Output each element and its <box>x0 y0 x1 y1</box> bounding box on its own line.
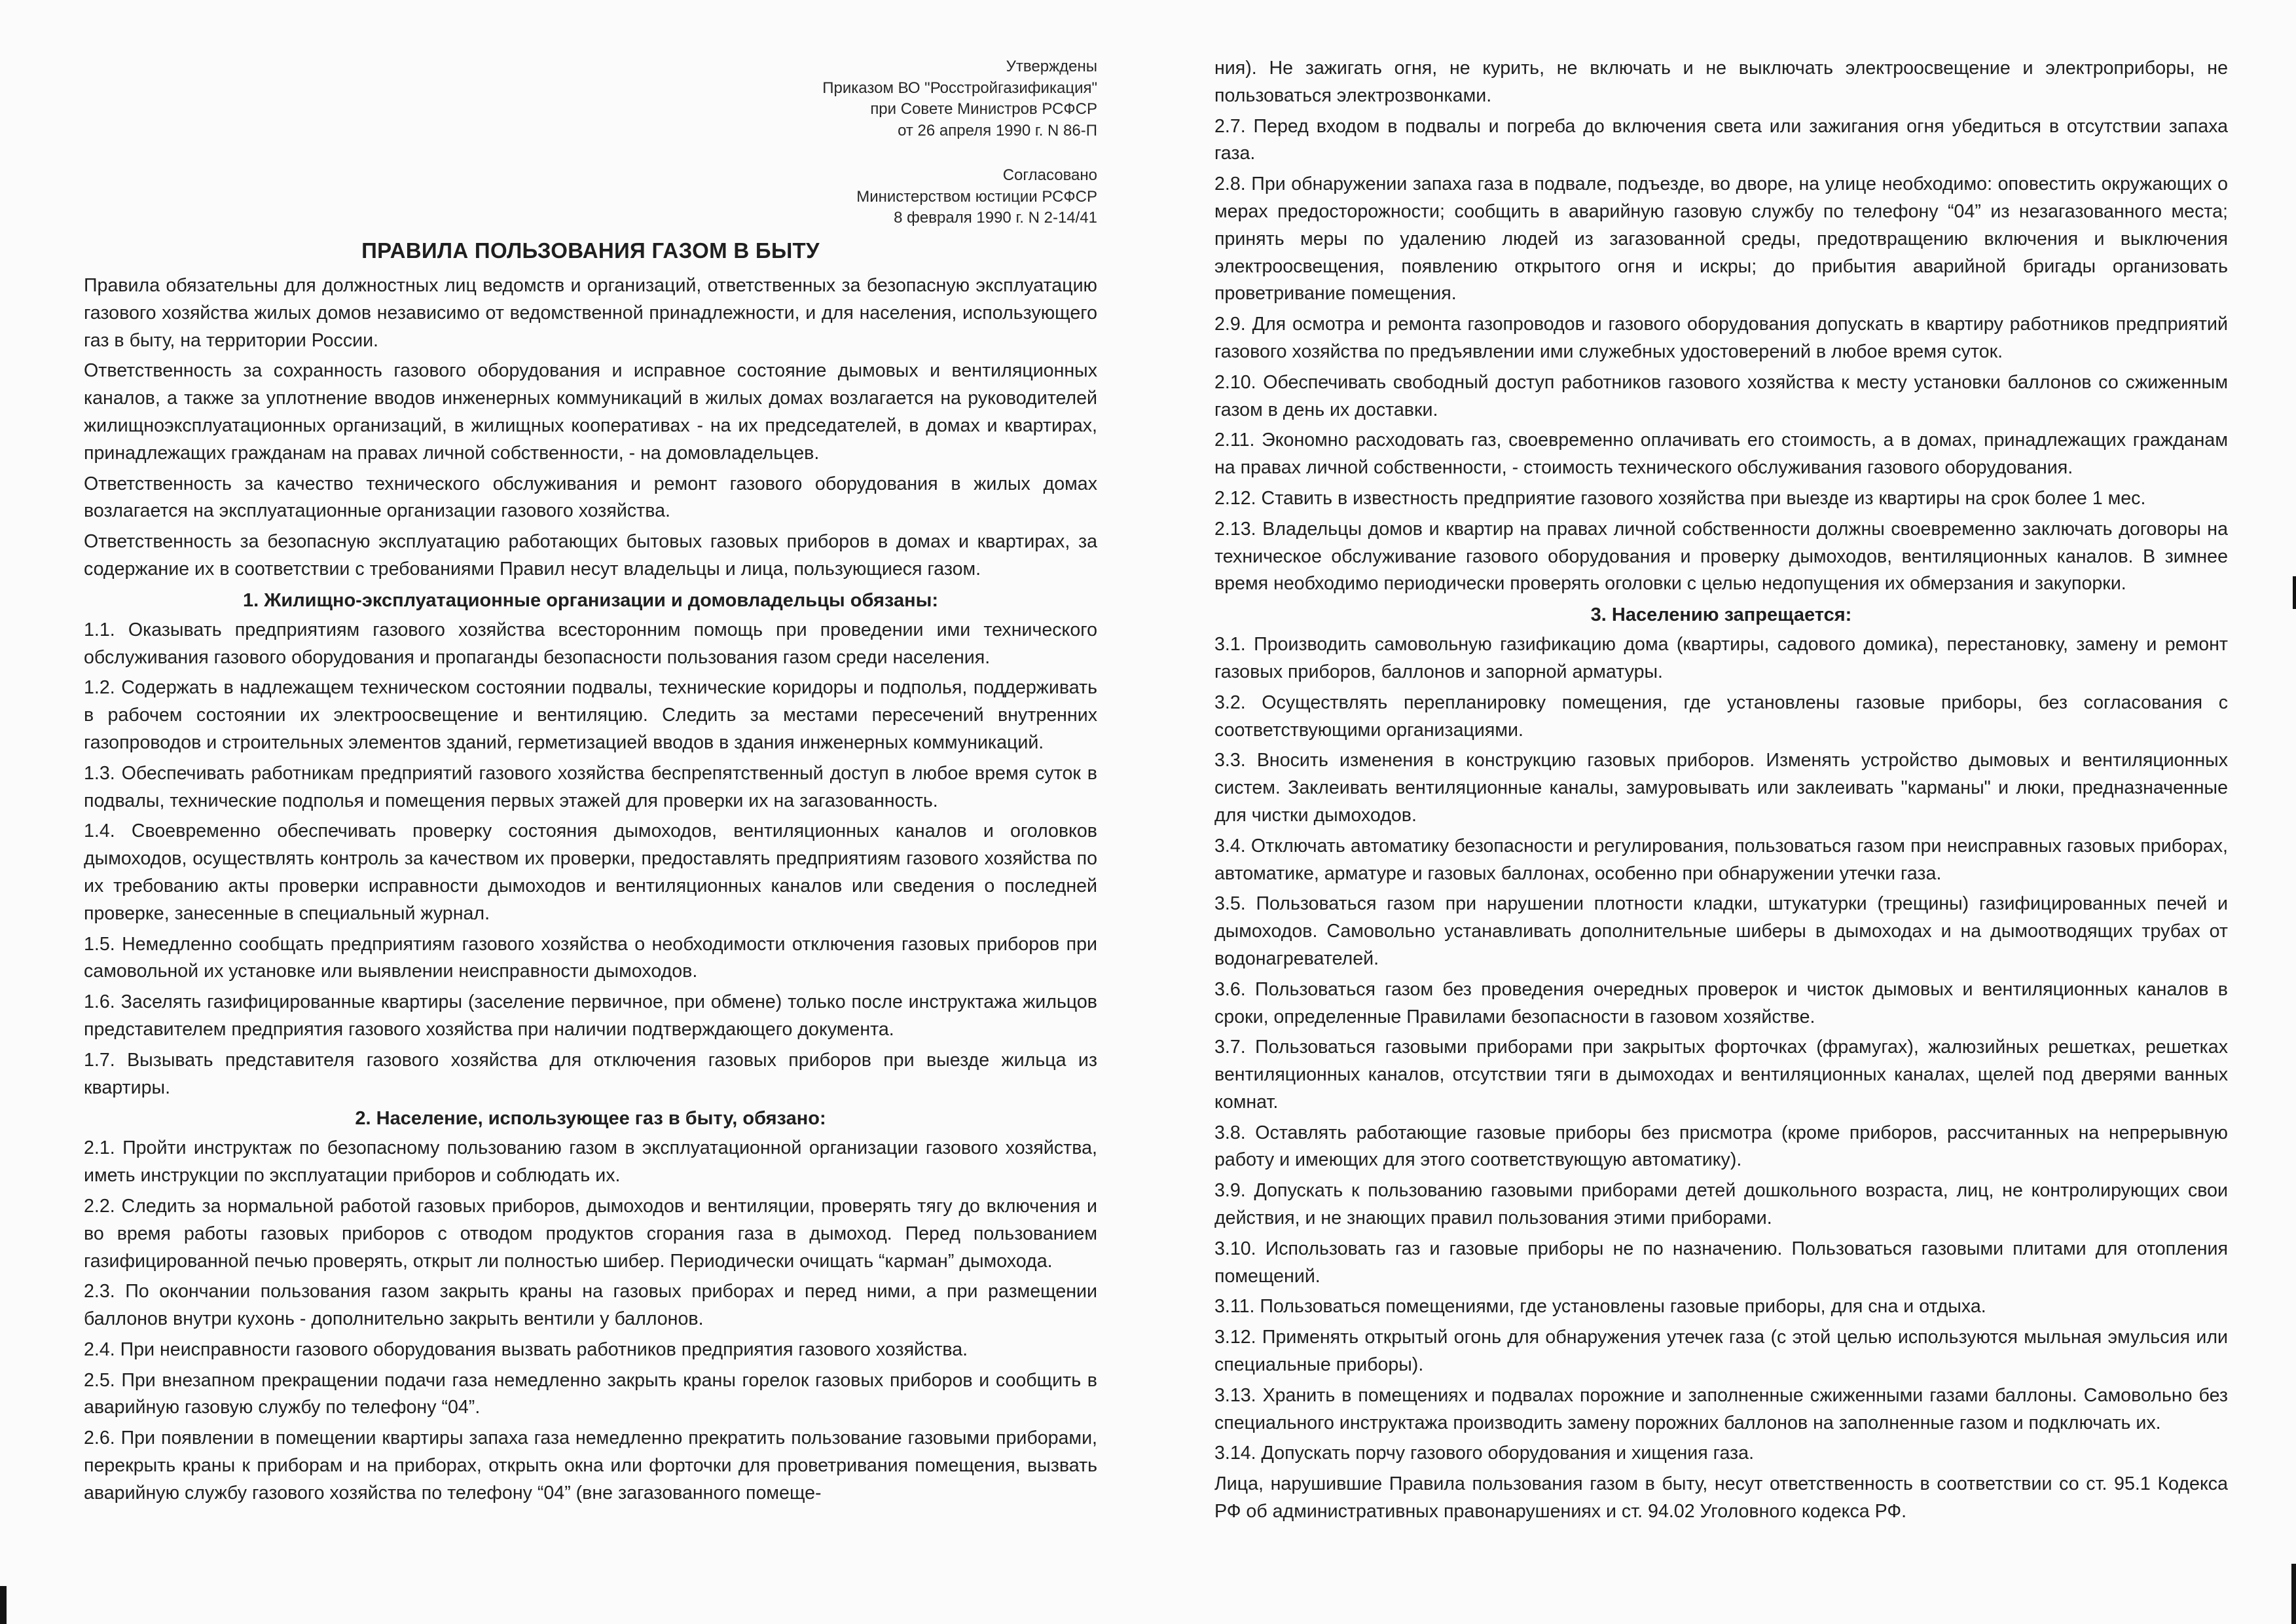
paragraph: 3.4. Отключать автоматику безопасности и регулирования, пользоваться газом при неисправных газовых приборах, автоматике, арматуре и газовых баллонах, особенно при обнаружении утечки газа. <box>1214 835 2228 884</box>
paragraph: 3.8. Оставлять работающие газовые приборы без присмотра (кроме приборов, рассчитанных на непрерывную работу и имеющих для этого соответствующую автоматику). <box>1214 1122 2228 1171</box>
paragraph: 2.13. Владельцы домов и квартир на правах личной собственности должны своевременно заключать договоры на техническое обслуживание газового оборудования и проверку дымоходов, вентиляционных каналов. В зимнее время необходимо периодически проверять оголовки с целью недопущения их обмерзания и закупорки. <box>1214 518 2228 595</box>
approval-line: Согласовано <box>1002 166 1097 184</box>
paragraph: Правила обязательны для должностных лиц ведомств и организаций, ответственных за безопасную эксплуатацию газового хозяйства жилых домов независимо от ведомственной принадлежности, и для населения, использующего газ в быту, на территории России. <box>84 275 1097 351</box>
paragraph: 2.4. При неисправности газового оборудования вызвать работников предприятия газового хозяйства. <box>84 1338 968 1360</box>
paragraph: 3.7. Пользоваться газовыми приборами при закрытых форточках (фрамугах), жалюзийных решетках, решетках вентиляционных каналов, отсутствии тяги в дымоходах и вентиляционных каналах, щелей под дверями ванных комнат. <box>1214 1037 2228 1113</box>
paragraph: 1.5. Немедленно сообщать предприятиям газового хозяйства о необходимости отключения газовых приборов при самовольной их установке или выявлении неисправности дымоходов. <box>84 933 1097 982</box>
scan-edge-mark <box>2291 1564 2296 1624</box>
paragraph: 1.6. Заселять газифицированные квартиры (заселение первичное, при обмене) только после инструктажа жильцов представителем предприятия газового хозяйства при наличии подтверждающего документа. <box>84 991 1097 1040</box>
left-column-body <box>84 272 1097 1511</box>
paragraph: 3.10. Использовать газ и газовые приборы не по назначению. Пользоваться газовыми плитами для отопления помещений. <box>1214 1238 2228 1287</box>
paragraph: 3.13. Хранить в помещениях и подвалах порожние и заполненные сжиженными газами баллоны. Самовольно без специального инструктажа производить замену порожних баллонов на заполненные газом и подключать их. <box>1214 1384 2228 1433</box>
paragraph: 1.7. Вызывать представителя газового хозяйства для отключения газовых приборов при выезде жильца из квартиры. <box>84 1049 1097 1098</box>
approval-line: 8 февраля 1990 г. N 2-14/41 <box>894 209 1097 227</box>
paragraph: ния). Не зажигать огня, не курить, не включать и не выключать электроосвещение и электроприборы, не пользоваться электрозвонками. <box>1214 58 2228 106</box>
approval-line: Министерством юстиции РСФСР <box>856 187 1097 206</box>
paragraph: 2.2. Следить за нормальной работой газовых приборов, дымоходов и вентиляции, проверять тягу до включения и во время работы газовых приборов с отводом продуктов сгорания газа в дымоход. Перед пользованием газифицированной печью проверять, открыт ли полностью шибер. Периодически очищать “карман” дымохода. <box>84 1195 1097 1272</box>
document-title: ПРАВИЛА ПОЛЬЗОВАНИЯ ГАЗОМ В БЫТУ <box>361 238 820 263</box>
section-heading: 1. Жилищно-эксплуатационные организации и домовладельцы обязаны: <box>242 589 939 611</box>
paragraph: Ответственность за качество технического обслуживания и ремонт газового оборудования в жилых домах возлагается на эксплуатационные организации газового хозяйства. <box>84 473 1097 522</box>
paragraph: 3.1. Производить самовольную газификацию дома (квартиры, садового домика), перестановку, замену и ремонт газовых приборов, баллонов и запорной арматуры. <box>1214 634 2228 682</box>
paragraph: 3.5. Пользоваться газом при нарушении плотности кладки, штукатурки (трещины) газифицированных печей и дымоходов. Самовольно устанавливать дополнительные шиберы в дымоходах и на дымоотводящих трубах от водонагревателей. <box>1214 893 2228 969</box>
paragraph: 2.11. Экономно расходовать газ, своевременно оплачивать его стоимость, а в домах, принадлежащих гражданам на правах личной собственности, - стоимость технического обслуживания газового оборудования. <box>1214 430 2228 479</box>
approval-line: от 26 апреля 1990 г. N 86-П <box>898 121 1097 139</box>
paragraph: Лица, нарушившие Правила пользования газом в быту, несут ответственность в соответствии со ст. 95.1 Кодекса РФ об административных правонарушениях и ст. 94.02 Уголовного кодекса РФ. <box>1214 1473 2228 1522</box>
paragraph: 2.1. Пройти инструктаж по безопасному пользованию газом в эксплуатационной организации газового хозяйства, иметь инструкции по эксплуатации приборов и соблюдать их. <box>84 1137 1097 1187</box>
section-heading: 3. Населению запрещается: <box>1590 604 1852 626</box>
scan-edge-mark <box>0 1586 7 1624</box>
paragraph: 2.8. При обнаружении запаха газа в подвале, подъезде, во дворе, на улице необходимо: оповестить окружающих о мерах предосторожности; сообщить в аварийную газовую службу по телефону “04” из незагазованного места; принять меры по удалению людей из загазованной среды, предотвращению включения и выключения электроосвещения, появлению открытого огня и искры; до прибытия аварийной бригады организовать проветривание помещения. <box>1214 174 2228 304</box>
paragraph: Ответственность за сохранность газового оборудования и исправное состояние дымовых и вентиляционных каналов, а также за уплотнение вводов инженерных коммуникаций в жилых домах возлагается на руководителей жилищноэксплуатационных организаций, в жилищных кооперативах - на их председателей, в домах и квартирах, принадлежащих гражданам на правах личной собственности, - на домовладельцев. <box>84 360 1097 464</box>
paragraph: 3.3. Вносить изменения в конструкцию газовых приборов. Изменять устройство дымовых и вентиляционных систем. Заклеивать вентиляционные каналы, замуровывать или заклеивать "карманы" и люки, предназначенные для чистки дымоходов. <box>1214 750 2228 826</box>
paragraph: 1.3. Обеспечивать работникам предприятий газового хозяйства беспрепятственный доступ в любое время суток в подвалы, технические подполья и помещения первых этажей для проверки их на загазованность. <box>84 762 1097 811</box>
approval-line: Приказом ВО "Росстройгазификация" <box>822 79 1097 97</box>
approval-stamp-agreed <box>856 165 1097 229</box>
paragraph: Ответственность за безопасную эксплуатацию работающих бытовых газовых приборов в домах и квартирах, за содержание их в соответствии с требованиями Правил несут владельцы и лица, пользующиеся газом. <box>84 531 1097 580</box>
approval-stamp-approved <box>822 56 1097 141</box>
paragraph: 3.11. Пользоваться помещениями, где установлены газовые приборы, для сна и отдыха. <box>1214 1296 1986 1318</box>
approval-line: Утверждены <box>1006 58 1097 75</box>
paragraph: 1.1. Оказывать предприятиям газового хозяйства всесторонним помощь при проведении ими технического обслуживания газового оборудования и пропаганды безопасности пользования газом среди населения. <box>84 619 1097 668</box>
scan-edge-mark <box>2293 576 2296 609</box>
paragraph: 2.6. При появлении в помещении квартиры запаха газа немедленно прекратить пользование газовыми приборами, перекрыть краны к приборам и на приборах, открыть окна или форточки для проветривания помещения, вызвать аварийную службу газового хозяйства по телефону “04” (вне загазованного помеще- <box>84 1428 1097 1504</box>
paragraph: 2.5. При внезапном прекращении подачи газа немедленно закрыть краны горелок газовых приборов и сообщить в аварийную газовую службу по телефону “04”. <box>84 1369 1097 1418</box>
paragraph: 3.2. Осуществлять перепланировку помещения, где установлены газовые приборы, без согласования с соответствующими организациями. <box>1214 692 2228 741</box>
paragraph: 3.9. Допускать к пользованию газовыми приборами детей дошкольного возраста, лиц, не контролирующих свои действия, и не знающих правил пользования этими приборами. <box>1214 1180 2228 1229</box>
paragraph: 1.4. Своевременно обеспечивать проверку состояния дымоходов, вентиляционных каналов и оголовков дымоходов, осуществлять контроль за качеством их проверки, предоставлять предприятиям газового хозяйства по их требованию акты проверки исправности дымоходов и вентиляционных каналов или сведения о последней проверке, занесенные в специальный журнал. <box>84 821 1097 924</box>
paragraph: 2.12. Ставить в известность предприятие газового хозяйства при выезде из квартиры на срок более 1 мес. <box>1214 487 2146 509</box>
section-heading: 2. Население, использующее газ в быту, обязано: <box>355 1108 826 1130</box>
paragraph: 2.10. Обеспечивать свободный доступ работников газового хозяйства к месту установки баллонов со сжиженным газом в день их доставки. <box>1214 371 2228 420</box>
paragraph: 2.3. По окончании пользования газом закрыть краны на газовых приборах и перед ними, а при размещении баллонов внутри кухонь - дополнительно закрыть вентили у баллонов. <box>84 1281 1097 1330</box>
paragraph: 3.14. Допускать порчу газового оборудования и хищения газа. <box>1214 1443 1755 1464</box>
paragraph: 1.2. Содержать в надлежащем техническом состоянии подвалы, технические коридоры и подполья, поддерживать в рабочем состоянии их электроосвещение и вентиляцию. Следить за местами пересечений внутренних газопроводов и строительных элементов зданий, герметизацией вводов в здания инженерных коммуникаций. <box>84 677 1097 753</box>
right-column-body <box>1214 55 2228 1529</box>
approval-line: при Совете Министров РСФСР <box>870 100 1097 118</box>
paragraph: 3.6. Пользоваться газом без проведения очередных проверок и чисток дымовых и вентиляционных каналов в сроки, определенные Правилами безопасности в газовом хозяйстве. <box>1214 978 2228 1027</box>
paragraph: 3.12. Применять открытый огонь для обнаружения утечек газа (с этой целью используются мыльная эмульсия или специальные приборы). <box>1214 1327 2228 1376</box>
paragraph: 2.7. Перед входом в подвалы и погреба до включения света или зажигания огня убедиться в отсутствии запаха газа. <box>1214 115 2228 164</box>
paragraph: 2.9. Для осмотра и ремонта газопроводов и газового оборудования допускать в квартиру работников предприятий газового хозяйства по предъявлении ими служебных удостоверений в любое время суток. <box>1214 314 2228 362</box>
